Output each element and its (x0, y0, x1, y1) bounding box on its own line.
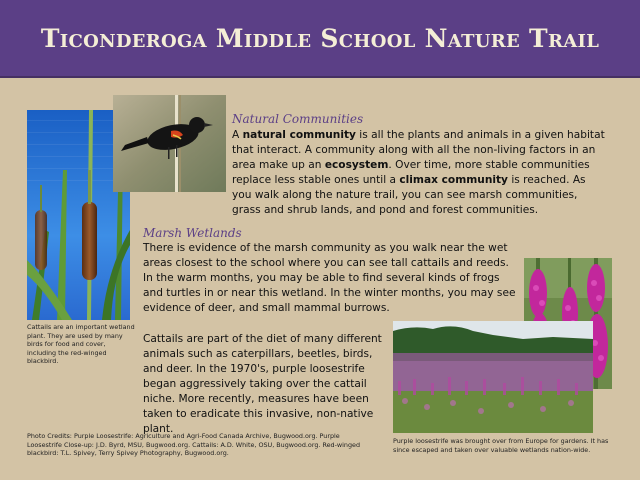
term-natural-community: natural community (242, 129, 356, 141)
red-winged-blackbird-photo (113, 95, 226, 192)
marsh-wetlands-text-2: Cattails are part of the diet of many different animals such as caterpillars, beetles, birds, and deer. In the 1970's, purple loosestrife began aggressively taking over the cattail niche. More recently, measures have been taken to eradicate this invasive, non-native plant. (143, 333, 382, 435)
photo-credits: Photo Credits: Purple Loosestrife: Agriculture and Agri-Food Canada Archive, Bugwood.org. Purple Loosestrife Close-up: J.D. Byrd, MSU, Bugwood.org. Cattails: A.D. White, OSU, Bugwood.org. Red-winged blackbird: T.L. Spivey, Terry Spivey Photography, Bugwood.org. (27, 432, 360, 458)
text-segment: is reached. As you walk along the nature trail, you can see marsh communities, grass and shrub lands, and pond and forest communities. (232, 174, 586, 216)
term-ecosystem: ecosystem (324, 159, 389, 171)
natural-communities-heading: Natural Communities (232, 112, 364, 126)
cattails-caption: Cattails are an important wetland plant. They are used by many birds for food and cover, including the red-winged blackbird. (27, 323, 135, 366)
text-segment: . Over time, more stable communities replace less stable ones until a (232, 159, 590, 186)
marsh-wetlands-text-1: There is evidence of the marsh community as you walk near the wet areas closest to the school where you can see tall cattails and reeds. In the warm months, you may be able to find several kinds of frogs and turtles in or near this wetland. In the winter months, you may see evidence of deer, and small mammal burrows. (143, 242, 516, 314)
purple-loosestrife-field-photo (393, 321, 593, 433)
text-segment: A (232, 129, 243, 141)
title-banner (0, 0, 640, 78)
natural-communities-text (232, 128, 607, 218)
term-climax-community: climax community (399, 174, 508, 186)
page-title: Ticonderoga Middle School Nature Trail (40, 24, 600, 53)
marsh-wetlands-heading: Marsh Wetlands (143, 226, 242, 240)
loosestrife-caption: Purple loosestrife was brought over from Europe for gardens. It has since escaped and taken over valuable wetlands nation-wide. (393, 437, 609, 454)
text-segment: is all the plants and animals in a given habitat that interact. A community along with all the non-living factors in an area make up an (232, 129, 605, 171)
